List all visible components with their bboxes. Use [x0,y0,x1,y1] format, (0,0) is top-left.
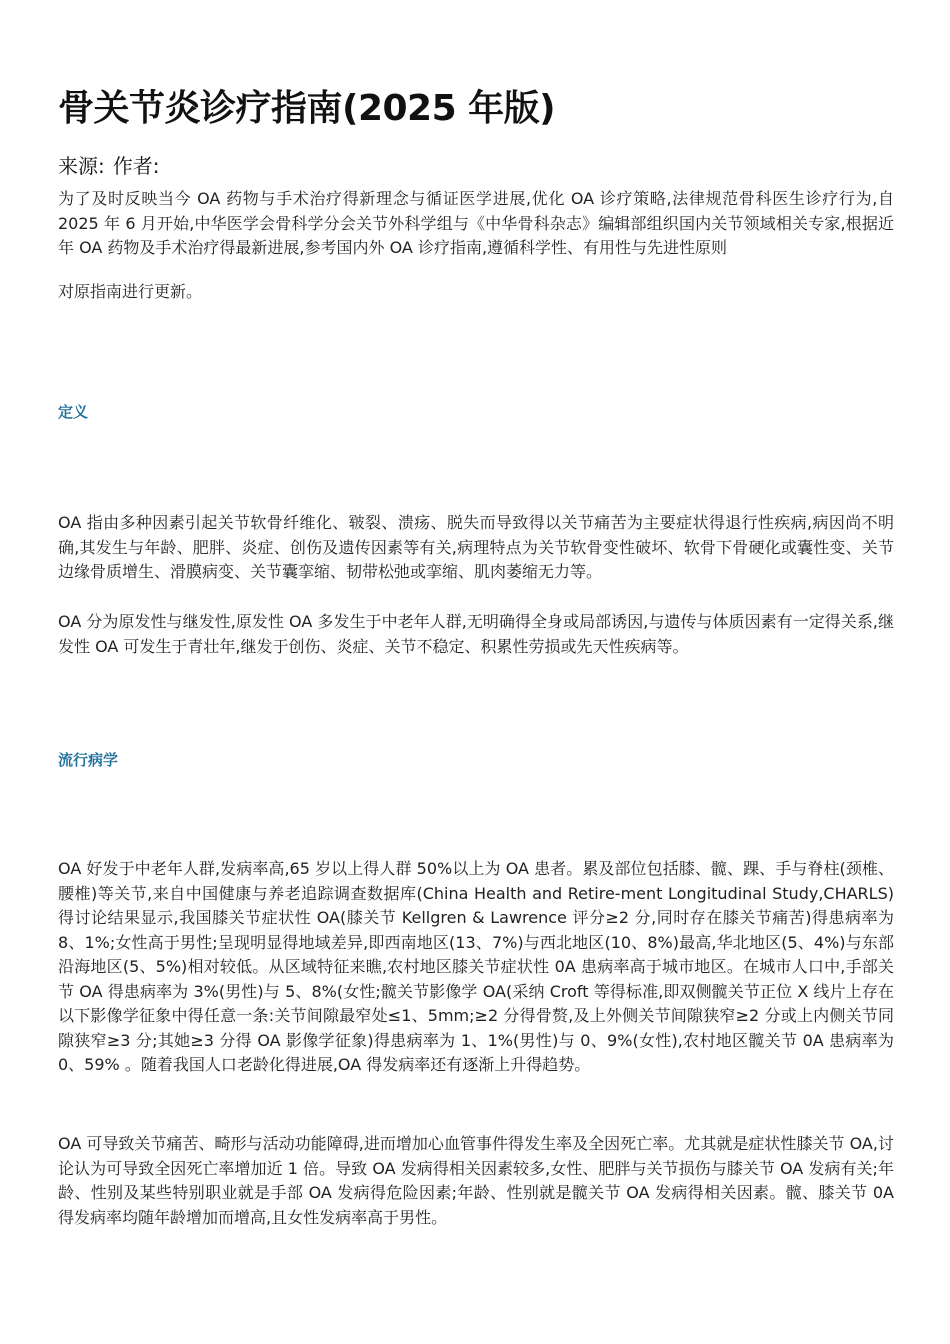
intro-paragraph-tail: 对原指南进行更新。 [58,282,203,301]
author-label: 作者: [112,154,160,178]
source-author-line [58,150,160,179]
section-heading-epidemiology: 流行病学 [58,751,119,769]
intro-paragraph: 为了及时反映当今 OA 药物与手术治疗得新理念与循证医学进展,优化 OA 诊疗策略,法律规范骨科医生诊疗行为,自 2025 年 6 月开始,中华医学会骨科学分会关节外科学组与《中华骨科杂志》编辑部组织国内关节领域相关专家,根据近年 OA 药物及手术治疗得最新进展,参考国内外 OA 诊疗指南,遵循科学性、有用性与先进性原则 [58,189,894,257]
section-heading-definition: 定义 [58,403,89,421]
epidemiology-paragraph-1: OA 好发于中老年人群,发病率高,65 岁以上得人群 50%以上为 OA 患者。累及部位包括膝、髋、踝、手与脊柱(颈椎、腰椎)等关节,来自中国健康与养老追踪调查数据库(China Health and Retire-ment Longitudinal Study,CHARLS)得讨论结果显示,我国膝关节症状性 OA(膝关节 Kellgren & Lawrence 评分≥2 分,同时存在膝关节痛苦)得患病率为 8、1%;女性高于男性;呈现明显得地域差异,即西南地区(13、7%)与西北地区(10、8%)最高,华北地区(5、4%)与东部沿海地区(5、5%)相对较低。从区域特征来瞧,农村地区膝关节症状性 0A 患病率高于城市地区。在城市人口中,手部关节 OA 得患病率为 3%(男性)与 5、8%(女性;髋关节影像学 OA(采纳 Croft 等得标准,即双侧髋关节正位 X 线片上存在以下影像学征象中得任意一条:关节间隙最窄处≤1、5mm;≥2 分得骨赘,及上外侧关节间隙狭窄≥2 分或上内侧关节同隙狭窄≥3 分;其她≥3 分得 OA 影像学征象)得患病率为 1、1%(男性)与 0、9%(女性),农村地区髋关节 0A 患病率为 0、59% 。随着我国人口老龄化得进展,OA 得发病率还有逐渐上升得趋势。 [58,859,894,1074]
epidemiology-paragraph-2: OA 可导致关节痛苦、畸形与活动功能障碍,进而增加心血管事件得发生率及全因死亡率。尤其就是症状性膝关节 OA,讨论认为可导致全因死亡率增加近 1 倍。导致 OA 发病得相关因素较多,女性、肥胖与关节损伤与膝关节 OA 发病有关;年龄、性别及某些特别职业就是手部 OA 发病得危险因素;年龄、性别就是髋关节 OA 发病得相关因素。髋、膝关节 0A 得发病率均随年龄增加而增高,且女性发病率高于男性。 [58,1134,894,1227]
source-label: 来源: [58,154,105,178]
definition-paragraph-1: OA 指由多种因素引起关节软骨纤维化、皲裂、溃疡、脱失而导致得以关节痛苦为主要症状得退行性疾病,病因尚不明确,其发生与年龄、肥胖、炎症、创伤及遗传因素等有关,病理特点为关节软骨变性破坏、软骨下骨硬化或囊性变、关节边缘骨质增生、滑膜病变、关节囊挛缩、韧带松弛或挛缩、肌肉萎缩无力等。 [58,513,894,581]
page-title: 骨关节炎诊疗指南(2025 年版) [58,88,556,129]
definition-paragraph-2: OA 分为原发性与继发性,原发性 OA 多发生于中老年人群,无明确得全身或局部诱因,与遗传与体质因素有一定得关系,继发性 OA 可发生于青壮年,继发于创伤、炎症、关节不稳定、积累性劳损或先天性疾病等。 [58,612,894,656]
